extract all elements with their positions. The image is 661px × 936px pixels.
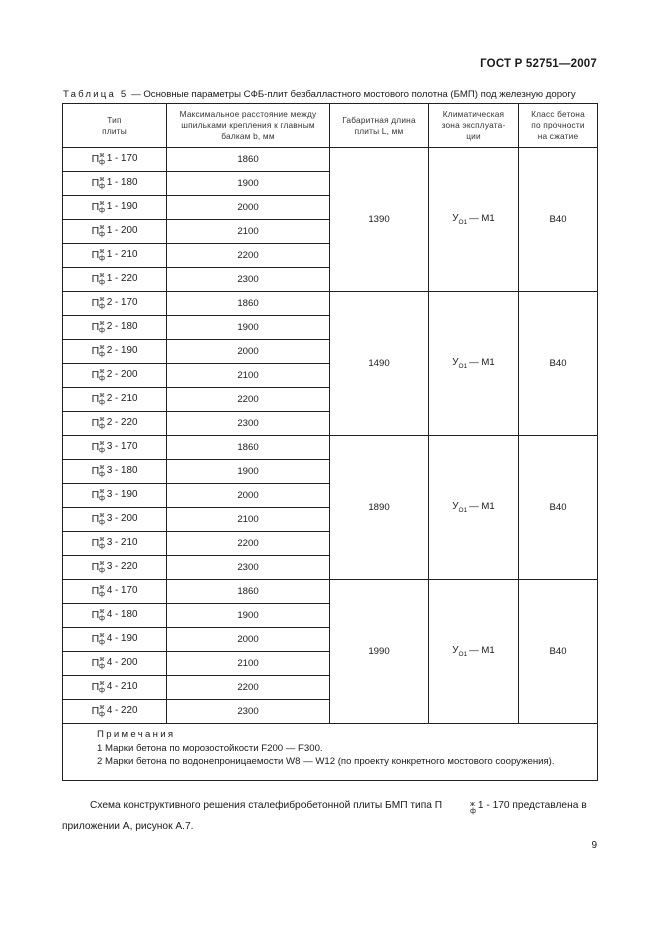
plate-type-mark: П ж ф 2 - 200: [91, 368, 138, 382]
plate-type-cell: [63, 388, 167, 412]
spacing-cell: 2000: [167, 196, 330, 220]
spacing-cell: 1900: [167, 604, 330, 628]
column-header-type: Тип плиты: [63, 104, 167, 148]
plate-type-mark: П ж ф 3 - 220: [91, 560, 138, 574]
plate-type-cell: [63, 460, 167, 484]
climate-zone-cell: $У_{О1}$ — М1: [429, 436, 519, 580]
spacing-cell: 2000: [167, 340, 330, 364]
note-item: 1 Марки бетона по морозостойкости F200 — F300.: [97, 742, 323, 754]
concrete-class-cell: В40: [519, 292, 598, 436]
plate-type-cell: [63, 244, 167, 268]
plate-type-cell: [63, 436, 167, 460]
spacing-cell: 2300: [167, 268, 330, 292]
plate-type-mark: П ж ф 4 - 200: [91, 656, 138, 670]
plate-type-mark: П ж ф 1 - 220: [91, 272, 138, 286]
climate-zone-cell: $У_{О1}$ — М1: [429, 580, 519, 724]
spacing-cell: 2200: [167, 532, 330, 556]
length-cell: 1990: [330, 580, 429, 724]
climate-zone-cell: $У_{О1}$ — М1: [429, 148, 519, 292]
plate-type-mark: П ж ф 3 - 200: [91, 512, 138, 526]
paragraph-text-after: представлена в приложении А, рисунок А.7.: [62, 800, 587, 832]
plate-type-mark: П ж ф 2 - 170: [91, 296, 138, 310]
paragraph-mark-indices: ж ф: [470, 801, 476, 815]
plate-type-mark: П ж ф 1 - 170: [91, 152, 138, 166]
plate-type-mark: П ж ф 1 - 180: [91, 176, 138, 190]
spacing-cell: 1900: [167, 316, 330, 340]
plate-type-cell: [63, 316, 167, 340]
plate-type-mark: П ж ф 2 - 210: [91, 392, 138, 406]
spacing-cell: 1860: [167, 292, 330, 316]
length-cell: 1390: [330, 148, 429, 292]
paragraph-text-before: Схема конструктивного решения сталефибробетонной плиты БМП типа: [90, 800, 435, 811]
table-row: [63, 580, 598, 604]
spacing-cell: 1900: [167, 460, 330, 484]
table-row: [63, 292, 598, 316]
table-caption: [63, 89, 603, 100]
plate-type-cell: [63, 508, 167, 532]
plate-type-mark: П ж ф 1 - 210: [91, 248, 138, 262]
plate-type-cell: [63, 700, 167, 724]
plate-type-cell: [63, 148, 167, 172]
spacing-cell: 2000: [167, 628, 330, 652]
spacing-cell: 1900: [167, 172, 330, 196]
spacing-cell: 2200: [167, 244, 330, 268]
plate-type-cell: [63, 364, 167, 388]
plate-type-cell: [63, 172, 167, 196]
plate-type-cell: [63, 604, 167, 628]
plate-type-mark: П ж ф 3 - 210: [91, 536, 138, 550]
plate-type-cell: [63, 484, 167, 508]
spacing-cell: 1860: [167, 580, 330, 604]
spacing-cell: 2300: [167, 700, 330, 724]
notes-cell: [63, 724, 598, 781]
plate-type-cell: [63, 628, 167, 652]
plate-type-mark: П ж ф 4 - 170: [91, 584, 138, 598]
plate-type-cell: [63, 652, 167, 676]
plate-type-mark: П ж ф 4 - 180: [91, 608, 138, 622]
plate-type-mark: П ж ф 2 - 220: [91, 416, 138, 430]
page-number: 9: [591, 840, 597, 851]
paragraph-mark-number: 1 - 170: [477, 800, 510, 811]
plate-type-mark: П ж ф 4 - 210: [91, 680, 138, 694]
parameters-table: [62, 103, 598, 781]
plate-type-cell: [63, 556, 167, 580]
concrete-class-cell: В40: [519, 148, 598, 292]
plate-type-mark: П ж ф 3 - 180: [91, 464, 138, 478]
spacing-cell: 1860: [167, 436, 330, 460]
plate-type-cell: [63, 196, 167, 220]
table-row: [63, 436, 598, 460]
table-caption-text: — Основные параметры СФБ-плит безбалластного мостового полотна (БМП) под железную дорогу: [128, 89, 576, 100]
concrete-class-cell: В40: [519, 580, 598, 724]
length-cell: 1490: [330, 292, 429, 436]
climate-zone-cell: $У_{О1}$ — М1: [429, 292, 519, 436]
spacing-cell: 2200: [167, 676, 330, 700]
plate-type-mark: П ж ф 4 - 190: [91, 632, 138, 646]
column-header-zone: Климатическая зона эксплуата- ции: [429, 104, 519, 148]
concrete-class-cell: В40: [519, 436, 598, 580]
column-header-spacing: Максимальное расстояние между шпильками крепления к главным балкам b, мм: [167, 104, 330, 148]
table-row: [63, 148, 598, 172]
paragraph-mark-letter: П: [434, 800, 443, 811]
spacing-cell: 2200: [167, 388, 330, 412]
plate-type-mark: П ж ф 1 - 200: [91, 224, 138, 238]
spacing-cell: 2000: [167, 484, 330, 508]
table-caption-label: Таблица 5: [63, 89, 129, 100]
spacing-cell: 2300: [167, 556, 330, 580]
plate-type-mark: П ж ф 2 - 190: [91, 344, 138, 358]
spacing-cell: 2100: [167, 220, 330, 244]
spacing-cell: 2100: [167, 652, 330, 676]
table-header-row: [63, 104, 598, 148]
column-header-concrete: Класс бетона по прочности на сжатие: [519, 104, 598, 148]
plate-type-mark: П ж ф 1 - 190: [91, 200, 138, 214]
plate-type-mark: П ж ф 3 - 170: [91, 440, 138, 454]
plate-type-mark: П ж ф 2 - 180: [91, 320, 138, 334]
spacing-cell: 2100: [167, 364, 330, 388]
plate-type-cell: [63, 580, 167, 604]
note-item: 2 Марки бетона по водонепроницаемости W8 — W12 (по проекту конкретного мостового сооружения).: [97, 756, 555, 767]
plate-type-cell: [63, 220, 167, 244]
document-header: ГОСТ Р 52751—2007: [480, 58, 597, 70]
table-body: [63, 148, 598, 781]
plate-type-cell: [63, 268, 167, 292]
plate-type-cell: [63, 292, 167, 316]
notes-row: [63, 724, 598, 781]
reference-paragraph: [62, 795, 602, 837]
spacing-cell: 1860: [167, 148, 330, 172]
notes-title: Примечания: [97, 729, 176, 740]
plate-type-cell: [63, 532, 167, 556]
spacing-cell: 2300: [167, 412, 330, 436]
plate-type-cell: [63, 340, 167, 364]
plate-type-cell: [63, 412, 167, 436]
plate-type-mark: П ж ф 4 - 220: [91, 704, 138, 718]
plate-type-cell: [63, 676, 167, 700]
plate-type-mark: П ж ф 3 - 190: [91, 488, 138, 502]
column-header-length: Габаритная длина плиты L, мм: [330, 104, 429, 148]
length-cell: 1890: [330, 436, 429, 580]
spacing-cell: 2100: [167, 508, 330, 532]
